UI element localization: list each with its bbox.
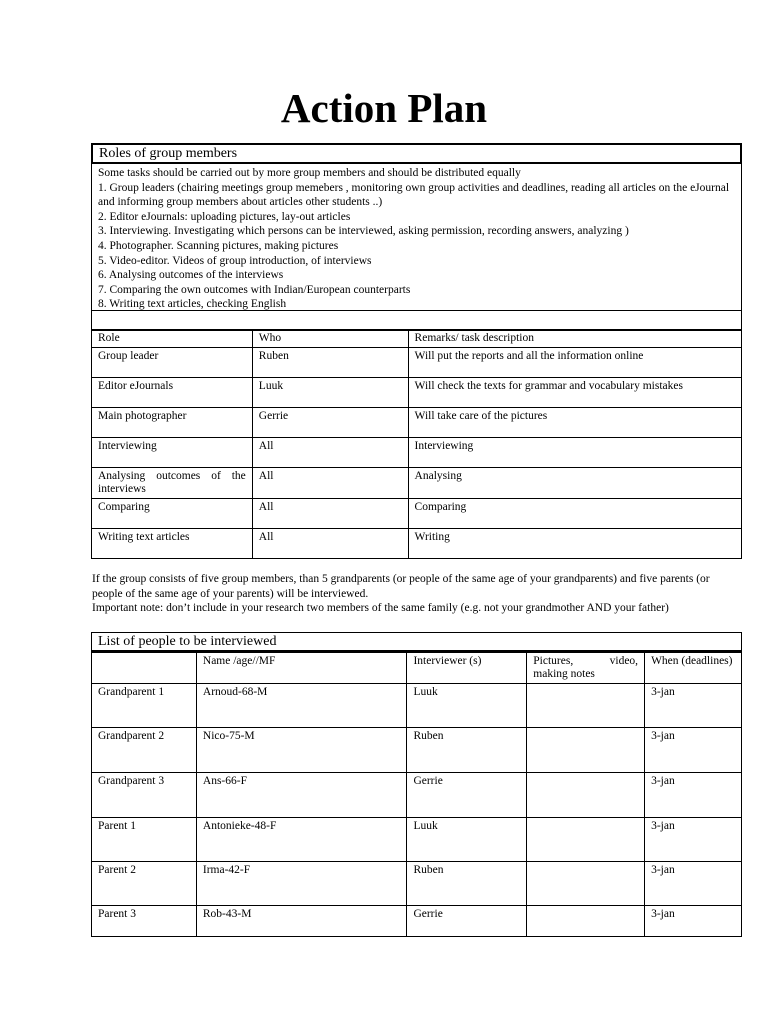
table-row: [92, 348, 742, 378]
column-header-who: Who: [252, 331, 408, 348]
media-cell: [527, 906, 645, 937]
roles-line: 4. Photographer. Scanning pictures, making pictures: [98, 239, 339, 252]
table-row: [92, 773, 742, 818]
media-cell: [527, 773, 645, 818]
role-cell: Writing text articles: [92, 529, 253, 559]
column-header-remarks: Remarks/ task description: [408, 331, 741, 348]
column-header-role: Role: [92, 331, 253, 348]
roles-header: Roles of group members: [92, 144, 741, 164]
roles-line: 2. Editor eJournals: uploading pictures, lay-out articles: [98, 210, 351, 223]
person-cell: Parent 2: [92, 862, 197, 906]
name-cell: Ans-66-F: [196, 773, 407, 818]
table-row: [92, 468, 742, 499]
table-row: [92, 499, 742, 529]
deadline-cell: 3-jan: [645, 818, 742, 862]
roles-line: 8. Writing text articles, checking English: [98, 298, 287, 311]
person-cell: Grandparent 3: [92, 773, 197, 818]
roles-line: Some tasks should be carried out by more group members and should be distributed equally: [98, 167, 521, 179]
table-row: [92, 438, 742, 468]
roles-line: 5. Video-editor. Videos of group introduction, of interviews: [98, 254, 372, 267]
table-header-row: [92, 331, 742, 348]
deadline-cell: 3-jan: [645, 773, 742, 818]
role-cell: Analysing outcomes of the interviews: [92, 468, 253, 499]
remarks-cell: Will take care of the pictures: [408, 408, 741, 438]
interviewer-cell: Ruben: [407, 728, 527, 773]
name-cell: Antonieke-48-F: [196, 818, 407, 862]
deadline-cell: 3-jan: [645, 906, 742, 937]
interviewer-cell: Gerrie: [407, 773, 527, 818]
name-cell: Irma-42-F: [196, 862, 407, 906]
role-cell: Editor eJournals: [92, 378, 253, 408]
table-row: [92, 818, 742, 862]
who-cell: Gerrie: [252, 408, 408, 438]
interviewer-cell: Luuk: [407, 818, 527, 862]
table-row: [92, 728, 742, 773]
column-header-person: [92, 653, 197, 684]
interviewer-cell: Luuk: [407, 684, 527, 728]
roles-line: 3. Interviewing. Investigating which persons can be interviewed, asking permission, recording answers, analyzing ): [98, 225, 629, 238]
media-cell: [527, 728, 645, 773]
interviews-header: List of people to be interviewed: [91, 632, 742, 652]
tasks-table: [91, 330, 742, 559]
remarks-cell: Will check the texts for grammar and vocabulary mistakes: [408, 378, 741, 408]
media-cell: [527, 862, 645, 906]
column-header-interviewer: Interviewer (s): [407, 653, 527, 684]
table-row: [92, 862, 742, 906]
remarks-cell: Interviewing: [408, 438, 741, 468]
roles-line: 7. Comparing the own outcomes with Indian/European counterparts: [98, 283, 411, 296]
media-cell: [527, 684, 645, 728]
who-cell: All: [252, 499, 408, 529]
deadline-cell: 3-jan: [645, 728, 742, 773]
name-cell: Arnoud-68-M: [196, 684, 407, 728]
role-cell: Group leader: [92, 348, 253, 378]
who-cell: All: [252, 438, 408, 468]
roles-line: 6. Analysing outcomes of the interviews: [98, 269, 284, 282]
who-cell: Luuk: [252, 378, 408, 408]
who-cell: All: [252, 529, 408, 559]
who-cell: Ruben: [252, 348, 408, 378]
role-cell: Interviewing: [92, 438, 253, 468]
column-header-media: Pictures, video, making notes: [527, 653, 645, 684]
remarks-cell: Comparing: [408, 499, 741, 529]
table-row: [92, 408, 742, 438]
person-cell: Grandparent 2: [92, 728, 197, 773]
who-cell: All: [252, 468, 408, 499]
page-title: Action Plan: [280, 85, 488, 131]
note-family-warning: Important note: don’t include in your research two members of the same family (e.g. not your grandmother AND your father): [92, 602, 669, 614]
table-row: [92, 529, 742, 559]
column-header-when: When (deadlines): [645, 653, 742, 684]
name-cell: Rob-43-M: [196, 906, 407, 937]
table-row: [92, 906, 742, 937]
person-cell: Parent 1: [92, 818, 197, 862]
interviewer-cell: Gerrie: [407, 906, 527, 937]
roles-line: 1. Group leaders (chairing meetings group memebers , monitoring own group activities and deadlines, reading all articles on the eJournal and informing group members about articles other students ..): [98, 181, 730, 209]
person-cell: Grandparent 1: [92, 684, 197, 728]
person-cell: Parent 3: [92, 906, 197, 937]
roles-box: [91, 143, 742, 330]
media-cell: [527, 818, 645, 862]
table-row: [92, 684, 742, 728]
interviews-table: [91, 652, 742, 937]
role-cell: Comparing: [92, 499, 253, 529]
interviewer-cell: Ruben: [407, 862, 527, 906]
role-cell: Main photographer: [92, 408, 253, 438]
roles-divider: [92, 310, 741, 311]
instruction-note: [92, 572, 732, 616]
deadline-cell: 3-jan: [645, 684, 742, 728]
table-row: [92, 378, 742, 408]
remarks-cell: Will put the reports and all the information online: [408, 348, 741, 378]
column-header-name: Name /age//MF: [196, 653, 407, 684]
roles-list: [92, 164, 741, 314]
remarks-cell: Analysing: [408, 468, 741, 499]
table-header-row: [92, 653, 742, 684]
deadline-cell: 3-jan: [645, 862, 742, 906]
remarks-cell: Writing: [408, 529, 741, 559]
note-group-size: If the group consists of five group members, than 5 grandparents (or people of the same age of your grandparents) and five parents (or people of the same age of your parents) will be interviewed.: [92, 573, 710, 600]
name-cell: Nico-75-M: [196, 728, 407, 773]
